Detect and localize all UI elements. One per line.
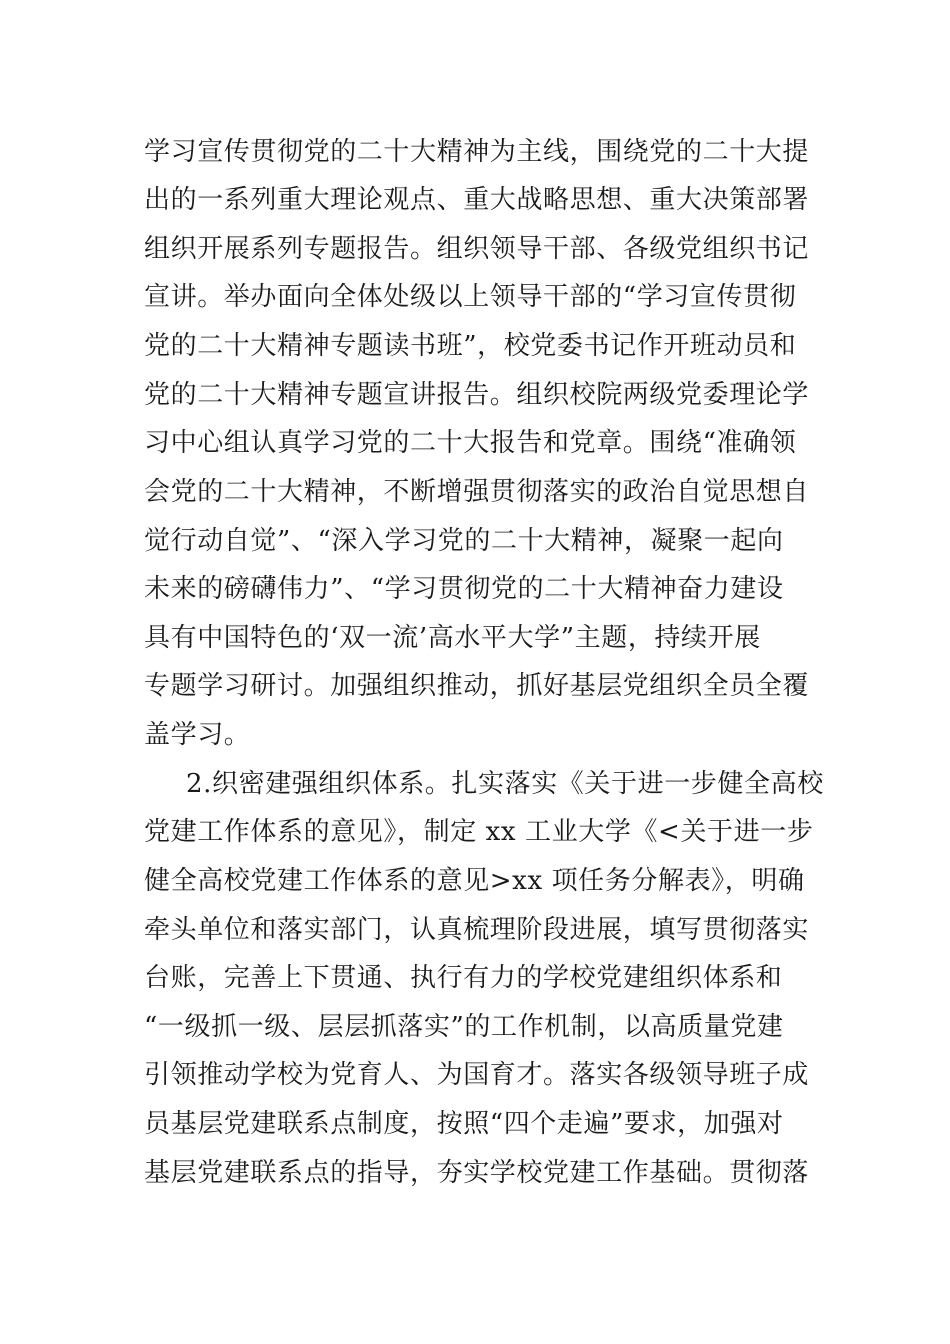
text-line: 党建工作体系的意见》，制定 xx 工业大学《<关于进一步 <box>144 817 814 847</box>
text-line: 牵头单位和落实部门，认真梳理阶段进展，填写贯彻落实 <box>144 915 810 945</box>
text-line: 台账，完善上下贯通、执行有力的学校党建组织体系和 <box>144 963 783 993</box>
text-line: 健全高校党建工作体系的意见>xx 项任务分解表》，明确 <box>144 866 805 896</box>
text-line: 未来的磅礴伟力”、“学习贯彻党的二十大精神奋力建设 <box>144 574 784 604</box>
text-line: 基层党建联系点的指导，夯实学校党建工作基础。贯彻落 <box>144 1158 810 1188</box>
text-line: 宣讲。举办面向全体处级以上领导干部的“学习宣传贯彻 <box>144 282 797 312</box>
text-line: 组织开展系列专题报告。组织领导干部、各级党组织书记 <box>144 234 810 264</box>
text-line: 专题学习研讨。加强组织推动，抓好基层党组织全员全覆 <box>144 671 810 701</box>
text-line: 员基层党建联系点制度，按照“四个走遍”要求，加强对 <box>144 1109 784 1139</box>
text-line: “一级抓一级、层层抓落实”的工作机制，以高质量党建 <box>144 1012 784 1042</box>
text-line: 引领推动学校为党育人、为国育才。落实各级领导班子成 <box>144 1060 810 1090</box>
text-line: 盖学习。 <box>144 720 251 750</box>
text-line: 党的二十大精神专题宣讲报告。组织校院两级党委理论学 <box>144 380 810 410</box>
text-line: 习中心组认真学习党的二十大报告和党章。围绕“准确领 <box>144 428 797 458</box>
text-line: 会党的二十大精神，不断增强贯彻落实的政治自觉思想自 <box>144 477 810 507</box>
text-line: 觉行动自觉”、“深入学习党的二十大精神，凝聚一起向 <box>144 526 784 556</box>
text-line: 党的二十大精神专题读书班”，校党委书记作开班动员和 <box>144 331 797 361</box>
text-line: 具有中国特色的‘双一流’高水平大学”主题，持续开展 <box>144 623 761 653</box>
text-line: 出的一系列重大理论观点、重大战略思想、重大决策部署 <box>144 185 810 215</box>
text-line: 学习宣传贯彻党的二十大精神为主线，围绕党的二十大提 <box>144 137 810 167</box>
paragraph-heading: 2.织密建强组织体系。扎实落实《关于进一步健全高校 <box>186 769 824 799</box>
